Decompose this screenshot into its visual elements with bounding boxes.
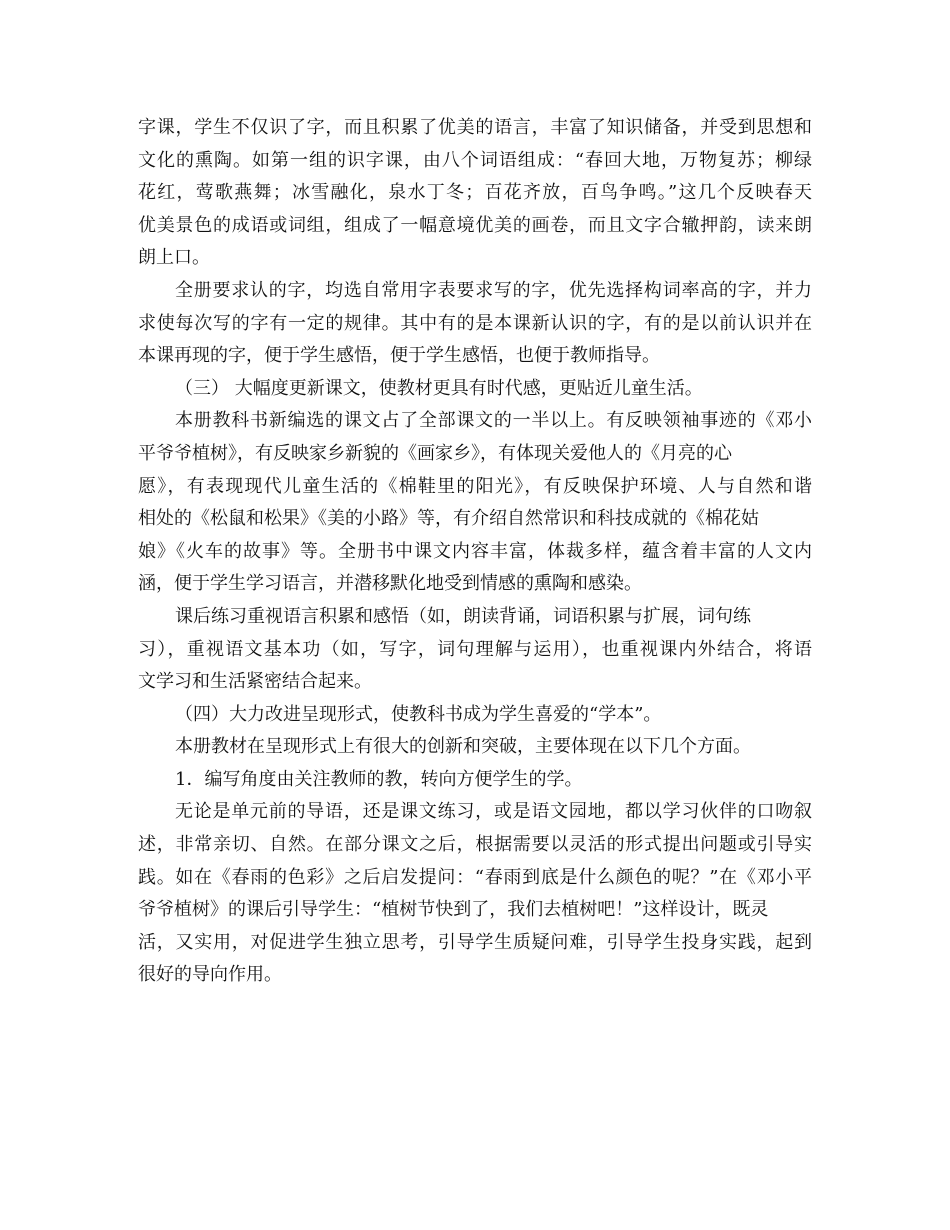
paragraph xyxy=(138,275,812,373)
section-heading xyxy=(138,699,812,732)
paragraph xyxy=(138,601,812,699)
text-line: （三） 大幅度更新课文，使教材更具有时代感，更贴近儿童生活。 xyxy=(175,377,703,399)
text-line: 本册教材在呈现形式上有很大的创新和突破，主要体现在以下几个方面。 xyxy=(175,736,751,758)
text-line: 本课再现的字，便于学生感悟，便于学生感悟，也便于教师指导。 xyxy=(138,345,660,367)
text-line: 1．编写角度由关注教师的教，转向方便学生的学。 xyxy=(175,768,583,790)
text-line: 优美景色的成语或词组，组成了一幅意境优美的画卷，而且文字合辙押韵，读来朗 xyxy=(138,214,812,236)
paragraph xyxy=(138,731,812,764)
text-line: （四）大力改进呈现形式，使教科书成为学生喜爱的“学本”。 xyxy=(175,703,662,725)
text-line: 本册教科书新编选的课文占了全部课文的一半以上。有反映领袖事迹的《邓小 xyxy=(175,410,812,432)
text-line: 平爷爷植树》，有反映家乡新貌的《画家乡》，有体现关爱他人的《月亮的心 xyxy=(138,442,732,464)
paragraph xyxy=(138,796,812,992)
text-line: 全册要求认的字，均选自常用字表要求写的字，优先选择构词率高的字，并力 xyxy=(175,279,812,301)
numbered-heading xyxy=(138,764,812,797)
text-line: 活，又实用，对促进学生独立思考，引导学生质疑问难，引导学生投身实践，起到 xyxy=(138,931,812,953)
text-line: 践。如在《春雨的色彩》之后启发提问：“春雨到底是什么颜色的呢？”在《邓小平 xyxy=(138,866,812,888)
text-line: 文学习和生活紧密结合起来。 xyxy=(138,671,372,693)
paragraph xyxy=(138,112,812,275)
text-line: 课后练习重视语言积累和感悟（如，朗读背诵，词语积累与扩展，词句练 xyxy=(175,605,751,627)
text-line: 求使每次写的字有一定的规律。其中有的是本课新认识的字，有的是以前认识并在 xyxy=(138,312,812,334)
text-line: 很好的导向作用。 xyxy=(138,964,282,986)
text-line: 花红，莺歌燕舞；冰雪融化，泉水丁冬；百花齐放，百鸟争鸣。”这几个反映春天 xyxy=(138,182,812,204)
text-line: 习），重视语文基本功（如，写字，词句理解与运用），也重视课内外结合，将语 xyxy=(138,638,812,660)
text-line: 朗上口。 xyxy=(138,247,210,269)
document-body xyxy=(138,112,812,992)
text-line: 字课，学生不仅识了字，而且积累了优美的语言，丰富了知识储备，并受到思想和 xyxy=(138,117,812,138)
text-line: 愿》，有表现现代儿童生活的《棉鞋里的阳光》，有反映保护环境、人与自然和谐 xyxy=(138,475,812,497)
text-line: 爷爷植树》的课后引导学生：“植树节快到了，我们去植树吧！”这样设计，既灵 xyxy=(138,899,769,921)
text-line: 无论是单元前的导语，还是课文练习，或是语文园地，都以学习伙伴的口吻叙 xyxy=(175,801,812,823)
section-heading xyxy=(138,373,812,406)
text-line: 述，非常亲切、自然。在部分课文之后，根据需要以灵活的形式提出问题或引导实 xyxy=(138,834,812,856)
text-line: 相处的《松鼠和松果》《美的小路》等，有介绍自然常识和科技成就的《棉花姑 xyxy=(138,508,759,530)
paragraph xyxy=(138,405,812,601)
text-line: 文化的熏陶。如第一组的识字课，由八个词语组成：“春回大地，万物复苏；柳绿 xyxy=(138,149,812,171)
text-line: 娘》《火车的故事》等。全册书中课文内容丰富，体裁多样，蕴含着丰富的人文内 xyxy=(138,540,812,562)
text-line: 涵，便于学生学习语言，并潜移默化地受到情感的熏陶和感染。 xyxy=(138,573,642,595)
